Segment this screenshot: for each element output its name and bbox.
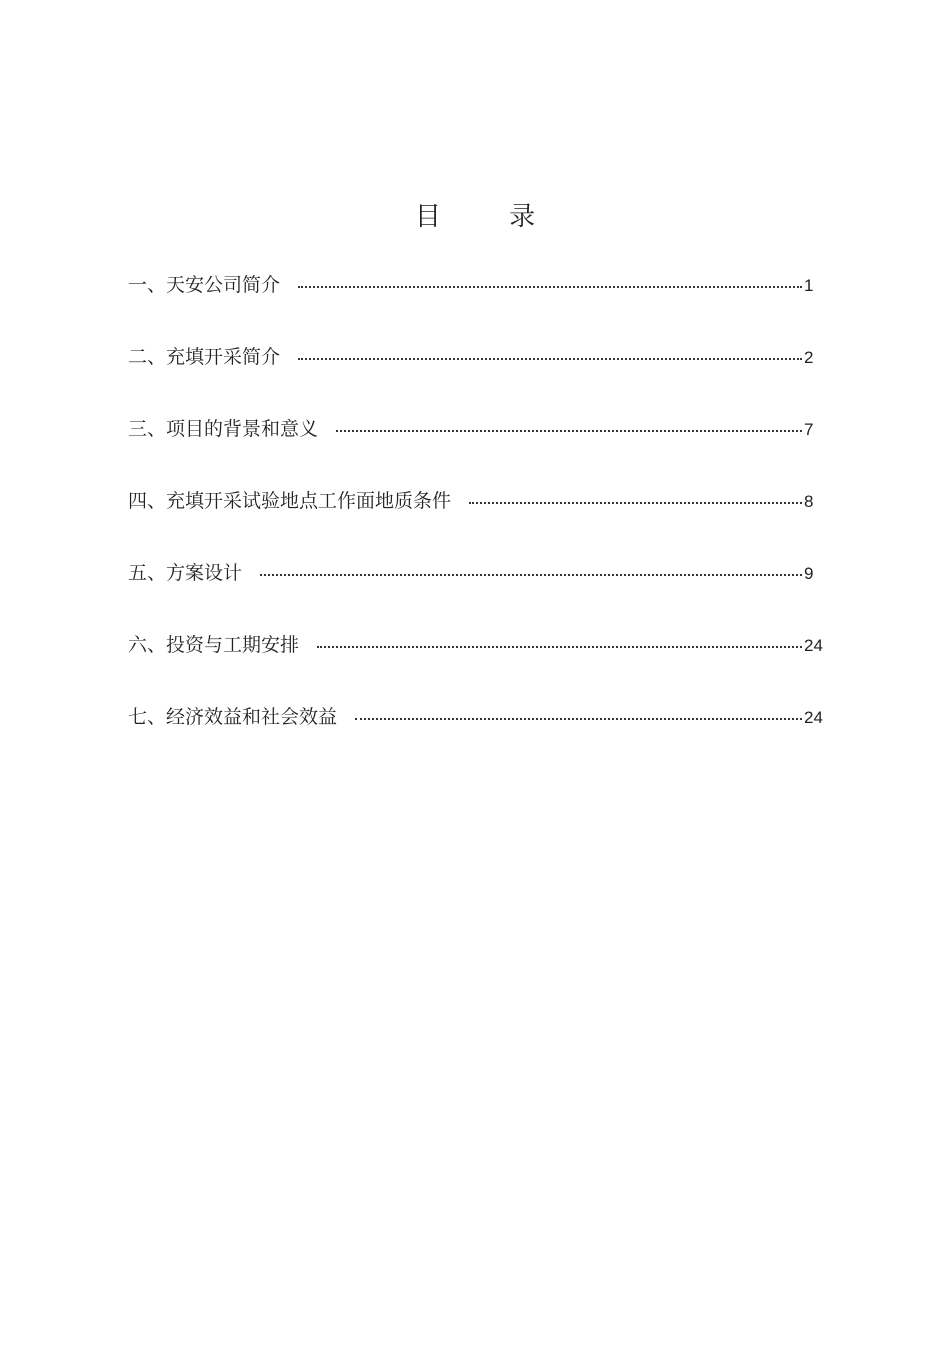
toc-entry-label: 六、投资与工期安排 — [128, 634, 300, 656]
toc-entry-page: 24 — [804, 636, 823, 655]
toc-entry-3[interactable] — [128, 414, 832, 486]
toc-entry-label: 七、经济效益和社会效益 — [128, 706, 338, 728]
toc-entry-7[interactable] — [128, 702, 832, 774]
toc-entry-page: 2 — [804, 348, 814, 367]
dot-leader — [298, 358, 802, 360]
dot-leader — [298, 286, 802, 288]
toc-entry-label: 四、充填开采试验地点工作面地质条件 — [128, 490, 452, 512]
toc-entry-5[interactable] — [128, 558, 832, 630]
toc-entry-2[interactable] — [128, 342, 832, 414]
toc-entry-1[interactable] — [128, 270, 832, 342]
dot-leader — [336, 430, 802, 432]
toc-entry-6[interactable] — [128, 630, 832, 702]
dot-leader — [355, 718, 802, 720]
toc-title: 目 录 — [414, 202, 566, 232]
toc-entry-label: 五、方案设计 — [128, 562, 243, 584]
table-of-contents — [128, 270, 832, 774]
toc-entry-label: 二、充填开采简介 — [128, 346, 281, 368]
toc-entry-label: 三、项目的背景和意义 — [128, 418, 319, 440]
toc-entry-label: 一、天安公司简介 — [128, 274, 281, 296]
toc-entry-page: 8 — [804, 492, 814, 511]
toc-entry-page: 7 — [804, 420, 814, 439]
dot-leader — [317, 646, 802, 648]
toc-entry-page: 9 — [804, 564, 814, 583]
toc-entry-4[interactable] — [128, 486, 832, 558]
dot-leader — [260, 574, 802, 576]
dot-leader — [469, 502, 802, 504]
toc-entry-page: 24 — [804, 708, 823, 727]
toc-entry-page: 1 — [804, 276, 814, 295]
